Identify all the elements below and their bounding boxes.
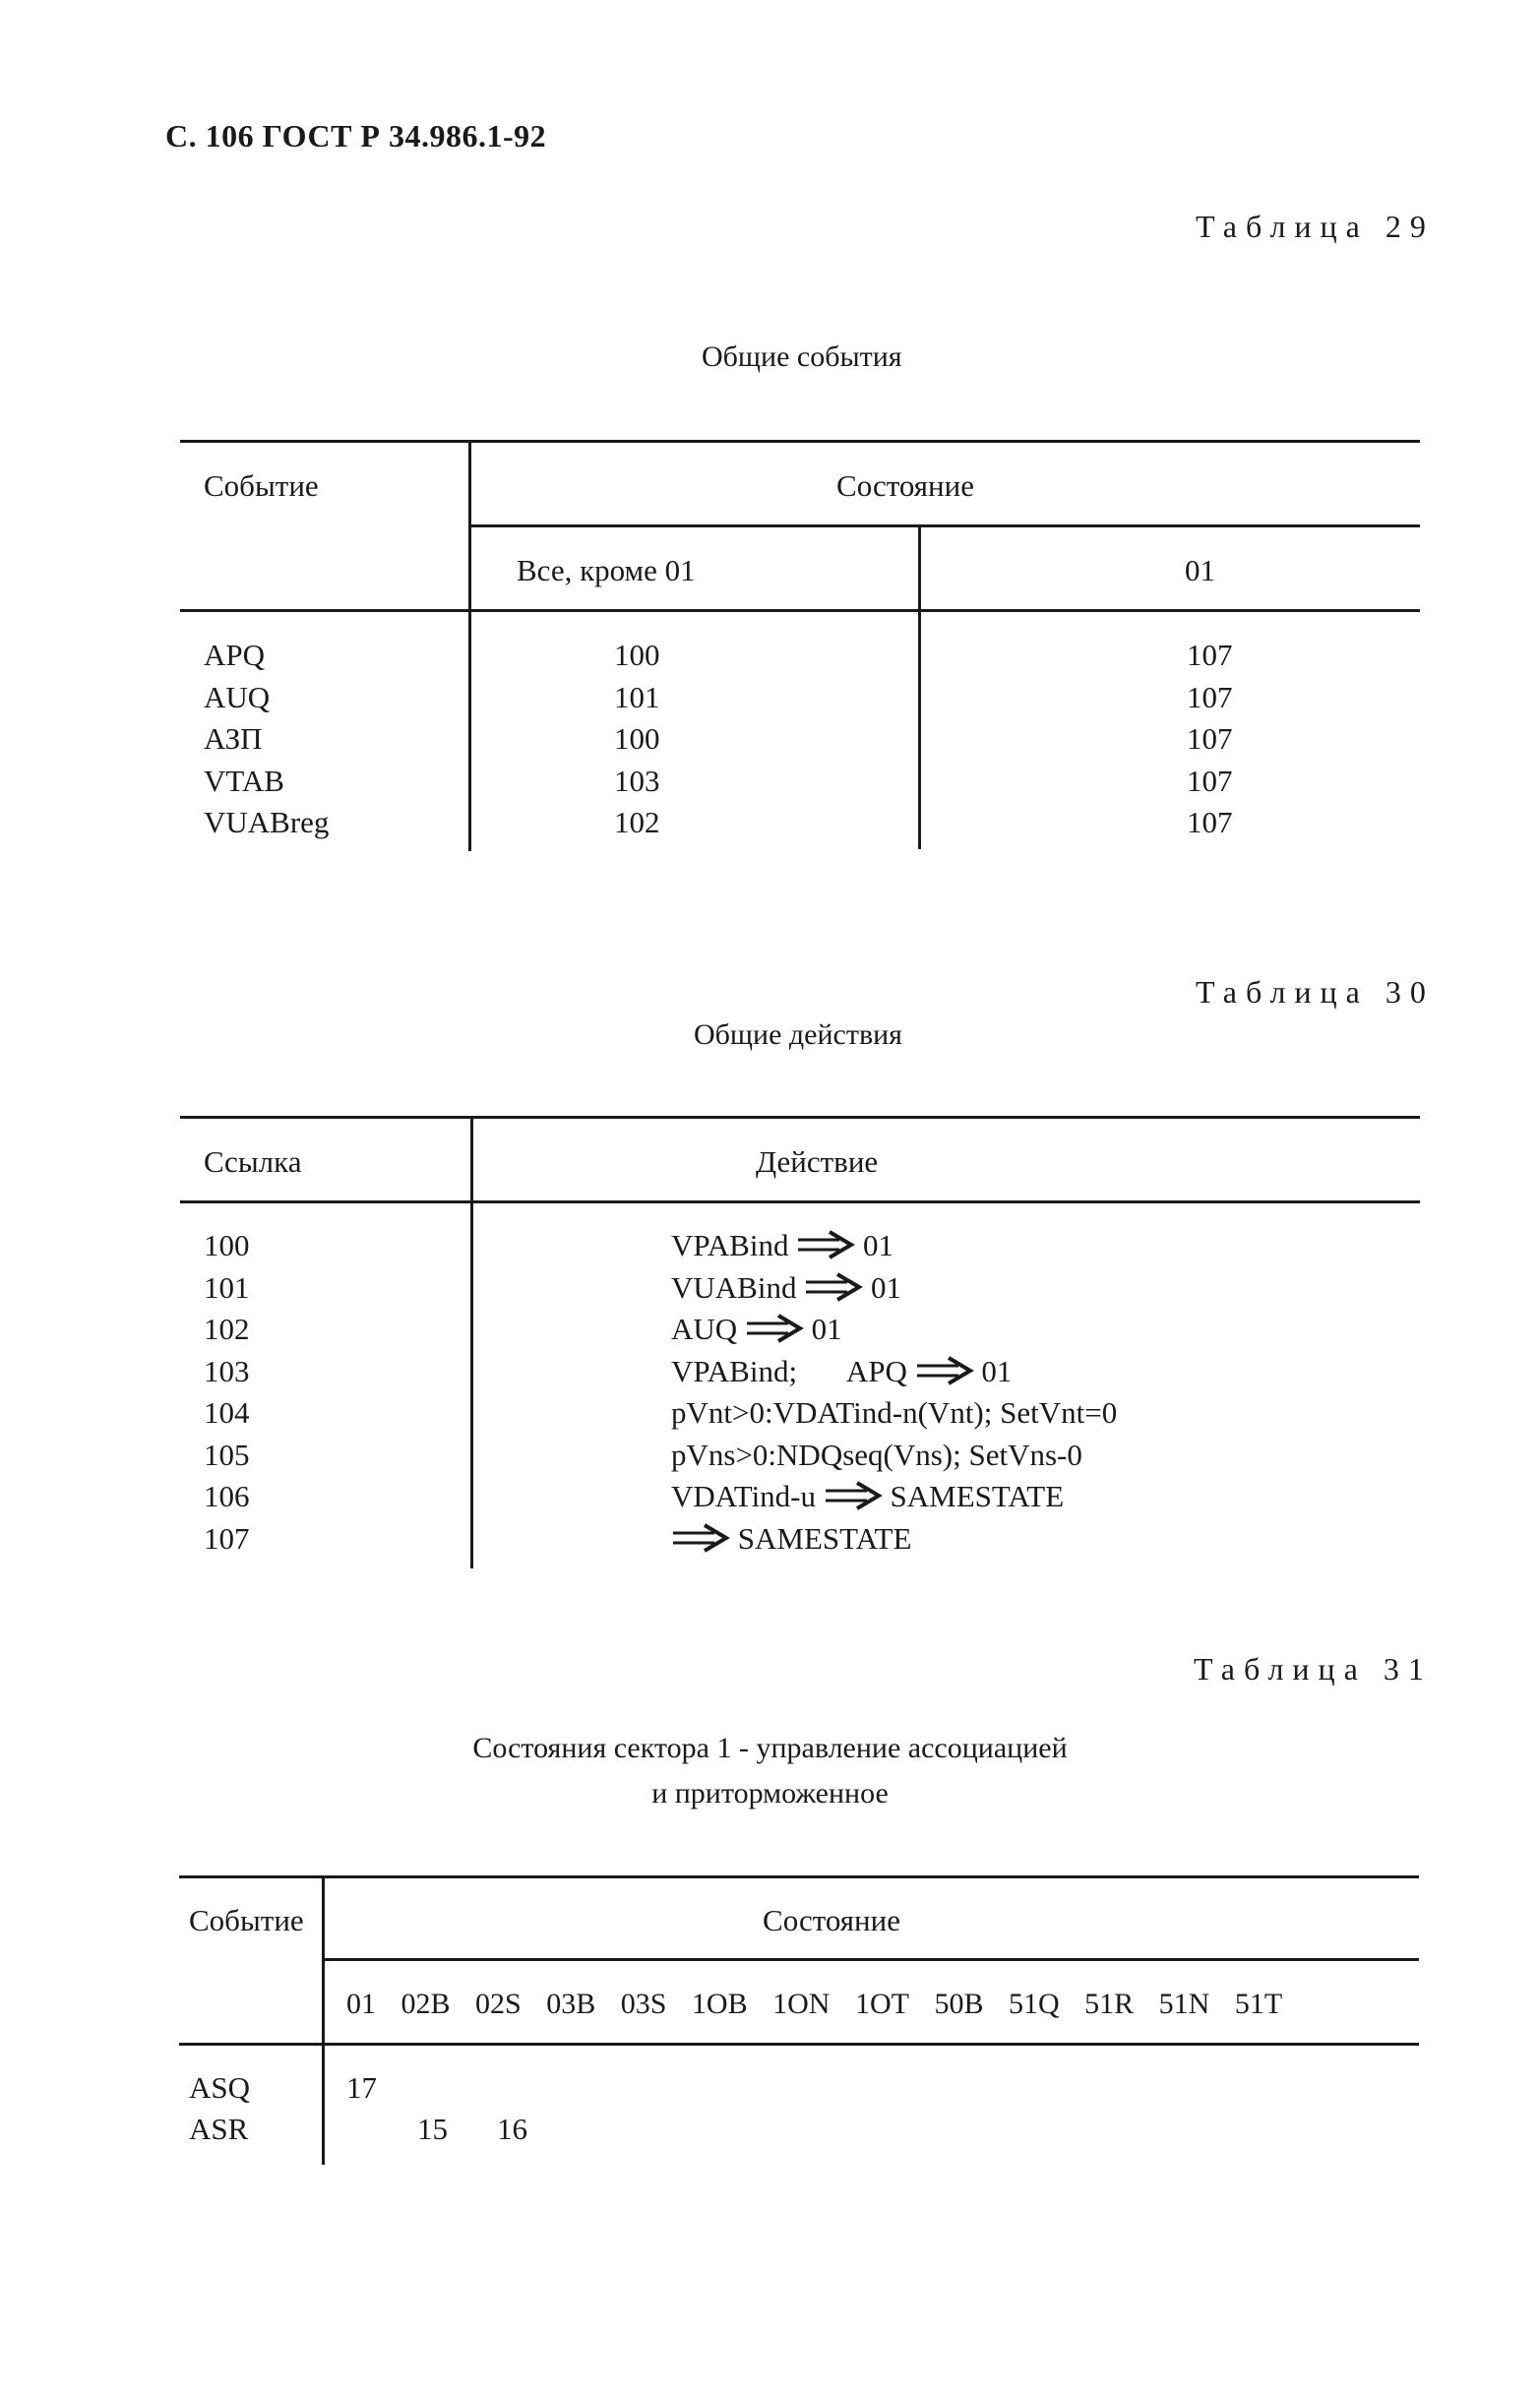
table29-body-rule: [180, 609, 1420, 612]
table31-caption: Таблица 31: [1194, 1651, 1433, 1687]
state-header: 51Q: [1008, 1988, 1060, 2020]
state-header: 1OT: [854, 1988, 909, 2020]
table31-vline: [322, 1875, 325, 2165]
action-text: VUABind: [671, 1269, 797, 1305]
table-cell: 101: [614, 679, 660, 714]
double-right-arrow-icon: [804, 1272, 863, 1302]
double-right-arrow-icon: [796, 1230, 855, 1259]
action-target: 01: [981, 1353, 1013, 1388]
table29-01-column: [1187, 635, 1233, 844]
action-row: [671, 1435, 1117, 1477]
table-cell: 107: [1187, 805, 1233, 839]
state-header: 02S: [475, 1988, 522, 2020]
action-text: VPABind: [671, 1228, 789, 1262]
table31-title-line1: Состояния сектора 1 - управление ассоциацией: [472, 1732, 1068, 1764]
table-cell: 107: [204, 1520, 250, 1556]
action-row: [671, 1392, 1117, 1435]
table30-ref-column: [204, 1225, 250, 1560]
action-target: 01: [870, 1269, 901, 1305]
action-text: APQ: [845, 1353, 907, 1388]
table29-vline-2: [918, 524, 921, 849]
state-header: 51T: [1234, 1988, 1283, 2020]
table-cell: АЗП: [204, 721, 263, 756]
state-header: 03S: [620, 1988, 667, 2020]
table29-event-column: [204, 635, 329, 844]
table-cell: 103: [204, 1353, 250, 1388]
table-cell: 107: [1187, 638, 1233, 672]
action-target: 01: [862, 1228, 893, 1262]
action-row: [671, 1225, 1117, 1267]
table-cell: 105: [204, 1437, 250, 1472]
table31-top-rule: [179, 1875, 1419, 1878]
table-cell: 100: [614, 721, 660, 756]
table29-col-event: Событие: [204, 468, 319, 503]
table29-sub-01: 01: [1185, 553, 1215, 587]
state-header: 03B: [546, 1988, 596, 2020]
table31-row-event: ASQ: [189, 2070, 251, 2105]
table-cell: 100: [204, 1228, 250, 1262]
table29-header-rule: [470, 524, 1420, 527]
table-cell: 16: [497, 2112, 527, 2146]
table29-vline-1: [468, 440, 471, 851]
action-text: VDATind-u: [671, 1479, 817, 1513]
double-right-arrow-icon: [915, 1356, 974, 1385]
action-target: SAMESTATE: [737, 1520, 912, 1556]
table-cell: AUQ: [204, 679, 271, 714]
table31-row-event: ASR: [189, 2112, 249, 2146]
state-header: 1ON: [772, 1988, 831, 2020]
table-cell: VUABreg: [204, 805, 330, 839]
table31-title-line2: и приторможенное: [651, 1777, 889, 1810]
table-cell: 103: [614, 763, 660, 798]
table29-all-column: [614, 635, 660, 844]
action-target: 01: [811, 1312, 842, 1346]
state-header: 02B: [400, 1988, 451, 2020]
page-header: С. 106 ГОСТ Р 34.986.1-92: [165, 118, 547, 153]
action-row: [671, 1309, 1117, 1351]
table30-vline: [470, 1116, 473, 1568]
table-cell: 17: [346, 2070, 377, 2105]
action-row: [671, 1476, 1117, 1518]
table-cell: 104: [204, 1395, 250, 1430]
table30-action-column: [671, 1225, 1117, 1560]
table29-col-state: Состояние: [836, 468, 974, 503]
table30-caption: Таблица 30: [1196, 974, 1435, 1010]
action-text: pVnt>0:VDATind-n(Vnt); SetVnt=0: [671, 1395, 1118, 1430]
table30-top-rule: [180, 1116, 1420, 1119]
table31-col-event: Событие: [189, 1903, 304, 1937]
state-header: 50B: [934, 1988, 984, 2020]
table31-col-state: Состояние: [763, 1903, 900, 1937]
table-cell: 15: [417, 2112, 448, 2146]
state-header: 01: [346, 1988, 376, 2020]
table29-caption: Таблица 29: [1196, 209, 1435, 244]
table29-sub-all: Все, кроме 01: [517, 553, 696, 587]
table-cell: 107: [1187, 721, 1233, 756]
table-cell: 101: [204, 1269, 250, 1305]
table31-header-rule: [325, 1958, 1419, 1961]
double-right-arrow-icon: [745, 1314, 804, 1343]
action-row: [671, 1267, 1117, 1310]
table-cell: 107: [1187, 679, 1233, 714]
table30-col-action: Действие: [756, 1144, 879, 1179]
table30-col-ref: Ссылка: [204, 1144, 302, 1179]
table30-title: Общие действия: [694, 1018, 902, 1051]
table-cell: VTAB: [204, 763, 284, 798]
table-cell: 100: [614, 638, 660, 672]
state-header: 51N: [1158, 1988, 1210, 2020]
action-row: [671, 1518, 1117, 1561]
action-text: AUQ: [671, 1312, 738, 1346]
table-cell: 106: [204, 1479, 250, 1513]
state-header: 1OB: [691, 1988, 748, 2020]
table-cell: 102: [614, 805, 660, 839]
double-right-arrow-icon: [671, 1523, 730, 1553]
table31-state-headers: [346, 1988, 1300, 2021]
action-text: VPABind;: [671, 1353, 798, 1388]
table-cell: APQ: [204, 638, 266, 672]
table29-title: Общие события: [702, 340, 902, 373]
table-cell: 107: [1187, 763, 1233, 798]
table30-header-rule: [180, 1200, 1420, 1203]
action-target: SAMESTATE: [890, 1479, 1065, 1513]
double-right-arrow-icon: [824, 1481, 883, 1510]
table31-body-rule: [179, 2043, 1419, 2046]
table29-top-rule: [180, 440, 1420, 443]
state-header: 51R: [1084, 1988, 1135, 2020]
action-row: [671, 1351, 1117, 1393]
table-cell: 102: [204, 1312, 250, 1346]
action-text: pVns>0:NDQseq(Vns); SetVns-0: [671, 1437, 1082, 1472]
